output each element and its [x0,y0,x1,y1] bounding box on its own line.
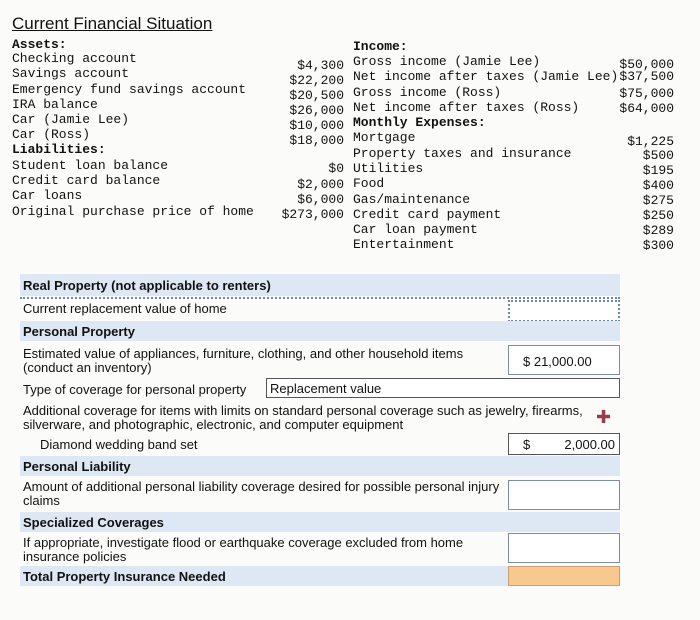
specialized-heading: Specialized Coverages [23,515,164,530]
asset-value: $26,000 [289,103,344,118]
diamond-band-currency: $ [523,437,531,452]
liability-value: $273,000 [281,207,344,222]
section-divider [20,297,620,299]
income-value: $37,500 [619,69,674,84]
appliances-value-input[interactable] [508,345,620,375]
income-label: Net income after taxes (Jamie Lee) [353,69,619,84]
expense-value: $275 [642,193,674,208]
diamond-band-label: Diamond wedding band set [40,437,198,452]
liability-label: Original purchase price of home [12,204,254,219]
expense-value: $1,225 [627,134,674,149]
liability-value: $2,000 [297,177,344,192]
expense-value: $500 [642,148,674,163]
liability-value: $0 [328,161,344,176]
replacement-value-label: Current replacement value of home [23,301,227,316]
diamond-band-value: 2,000.00 [564,437,615,452]
asset-value: $10,000 [289,118,344,133]
coverage-type-value: Replacement value [270,381,382,396]
additional-coverage-label-2: silverware, and photographic, electronic, and computer equipment [23,417,404,432]
liability-label: Car loans [12,188,83,203]
personal-property-heading: Personal Property [23,324,135,339]
expense-value: $250 [642,208,674,223]
asset-value: $20,500 [289,88,344,103]
total-label: Total Property Insurance Needed [23,569,226,584]
expense-value: $289 [642,223,674,238]
page-title: Current Financial Situation [12,14,213,33]
expense-label: Entertainment [353,237,455,252]
asset-value: $22,200 [289,73,344,88]
asset-label: Car (Jamie Lee) [12,112,130,127]
income-value: $50,000 [619,57,674,72]
expense-label: Property taxes and insurance [353,146,572,161]
asset-value: $18,000 [289,133,344,148]
total-value-input[interactable] [508,566,620,586]
expenses-heading: Monthly Expenses: [353,115,486,130]
personal-liability-heading: Personal Liability [23,459,131,474]
expense-value: $300 [642,238,674,253]
add-item-icon[interactable]: ✚ [596,407,612,427]
replacement-value-input[interactable] [508,300,620,322]
liability-label: Credit card balance [12,173,161,188]
expense-label: Car loan payment [353,222,478,237]
appliances-value: $ 21,000.00 [523,354,592,369]
appliances-label: Estimated value of appliances, furniture, clothing, and other household items [23,346,464,361]
coverage-type-label: Type of coverage for personal property [23,382,247,397]
liability-coverage-label: Amount of additional personal liability coverage desired for possible personal injury [23,479,500,494]
appliances-label-note: (conduct an inventory) [23,360,152,375]
asset-label: Checking account [12,51,137,66]
liability-coverage-input[interactable] [508,480,620,510]
expense-label: Mortgage [353,130,416,145]
asset-label: IRA balance [12,97,98,112]
additional-coverage-label: Additional coverage for items with limits on standard personal coverage such as jewelry, firearms, [23,403,583,418]
liability-value: $6,000 [297,192,344,207]
liabilities-heading: Liabilities: [12,142,106,157]
asset-value: $4,300 [297,58,344,73]
asset-label: Car (Ross) [12,127,91,142]
liability-label: Student loan balance [12,158,169,173]
expense-label: Utilities [353,161,424,176]
expense-label: Credit card payment [353,207,502,222]
specialized-coverage-input[interactable] [508,533,620,563]
asset-label: Savings account [12,66,130,81]
expense-value: $195 [642,163,674,178]
diamond-band-value-input[interactable] [508,433,620,455]
income-label: Gross income (Jamie Lee) [353,54,541,69]
assets-heading: Assets: [12,37,67,52]
income-label: Net income after taxes (Ross) [353,100,580,115]
income-value: $75,000 [619,86,674,101]
income-label: Gross income (Ross) [353,85,502,100]
expense-label: Gas/maintenance [353,192,471,207]
specialized-label: If appropriate, investigate flood or earthquake coverage excluded from home [23,535,464,550]
expense-value: $400 [642,178,674,193]
expense-label: Food [353,176,385,191]
real-property-heading: Real Property (not applicable to renters) [23,278,271,293]
income-heading: Income: [353,39,408,54]
income-value: $64,000 [619,101,674,116]
specialized-label-2: insurance policies [23,549,127,564]
coverage-type-input[interactable] [266,378,620,398]
liability-coverage-label-2: claims [23,493,60,508]
asset-label: Emergency fund savings account [12,82,247,97]
